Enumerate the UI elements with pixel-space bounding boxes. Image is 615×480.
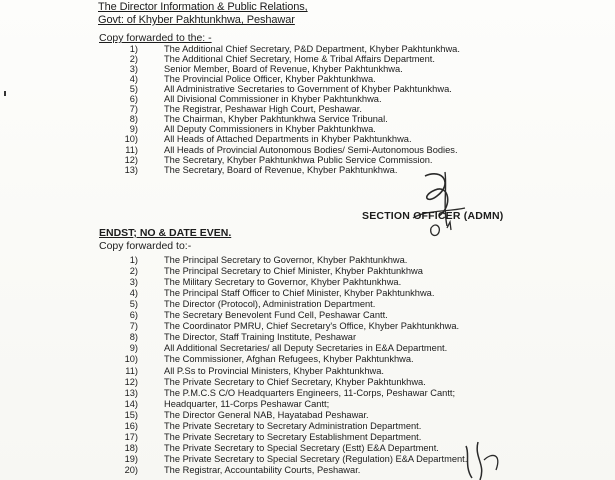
list-item-text: The Principal Secretary to Chief Minister, Khyber Pakhtunkhwa: [164, 266, 423, 277]
list-item-number: 5): [129, 299, 138, 310]
header-line-2: Govt: of Khyber Pakhtunkhwa, Peshawar: [98, 14, 295, 26]
list-item-text: The Registrar, Peshawar High Court, Peshawar.: [164, 104, 362, 115]
list-item-text: The Private Secretary to Special Secretary (Estt) E&A Department.: [164, 442, 439, 453]
list-item-text: The Commissioner, Afghan Refugees, Khyber Pakhtunkhwa.: [164, 354, 414, 365]
list-item-text: All Heads of Provincial Autonomous Bodies/ Semi-Autonomous Bodies.: [164, 144, 458, 155]
list-item-text: The Provincial Police Officer, Khyber Pakhtunkhwa.: [164, 74, 376, 85]
list-item-text: The Military Secretary to Governor, Khyber Pakhtunkhwa.: [164, 277, 402, 288]
list-item-number: 7): [129, 104, 138, 115]
list-item-text: The Registrar, Accountability Courts, Peshawar.: [164, 464, 361, 475]
list-item-number: 2): [129, 54, 138, 65]
margin-mark: [4, 91, 6, 96]
section1-heading: Copy forwarded to the: -: [99, 32, 212, 44]
endst-heading: ENDST; NO & DATE EVEN.: [99, 227, 232, 239]
list-item-number: 1): [129, 44, 138, 54]
list-item-number: 6): [129, 94, 138, 105]
list-item-number: 3): [129, 277, 138, 288]
list-item-text: The Additional Chief Secretary, Home & Tribal Affairs Department.: [164, 54, 435, 65]
signature-2: [450, 440, 520, 480]
list-item-number: 4): [129, 74, 138, 85]
list-item-text: All Administrative Secretaries to Government of Khyber Pakhtunkhwa.: [164, 84, 452, 95]
section-officer-designation: SECTION OFFICER (ADMN): [362, 210, 504, 222]
list-item-number: 11): [125, 144, 138, 155]
list-item-number: 11): [125, 365, 138, 376]
list-item-number: 8): [129, 332, 138, 343]
list-item-number: 8): [129, 114, 138, 125]
list-item-number: 6): [129, 310, 138, 321]
list-item-text: The Director General NAB, Hayatabad Peshawar.: [164, 409, 369, 420]
list-item-number: 2): [129, 266, 138, 277]
list-item-number: 17): [124, 431, 138, 442]
signature-1: [395, 166, 485, 246]
list-item-number: 7): [129, 321, 138, 332]
list-item-number: 13): [124, 387, 138, 398]
list-item-text: Headquarter, 11-Corps Peshawar Cantt;: [164, 398, 330, 409]
list-item-text: The Private Secretary to Secretary Administration Department.: [164, 420, 422, 431]
list-item-number: 3): [129, 64, 138, 75]
list-item-number: 19): [124, 453, 138, 464]
list-item-number: 15): [124, 409, 138, 420]
list-item-number: 10): [124, 134, 138, 145]
list-item-text: All Additional Secretaries/ all Deputy Secretaries in E&A Department.: [164, 343, 448, 354]
list-item-number: 9): [129, 124, 138, 135]
endst-subheading: Copy forwarded to:-: [99, 240, 192, 252]
list-item-text: The Principal Secretary to Governor, Khyber Pakhtunkhwa.: [164, 255, 408, 265]
list-item-number: 4): [129, 288, 138, 299]
list-item-text: The Coordinator PMRU, Chief Secretary's Office, Khyber Pakhtunkhwa.: [164, 321, 460, 332]
list-item-number: 14): [124, 398, 138, 409]
list-item-text: All P.Ss to Provincial Ministers, Khyber Pakhtunkhwa.: [164, 365, 384, 376]
list-item-text: All Heads of Attached Departments in Khyber Pakhtunkhwa.: [164, 134, 412, 145]
list-item-text: The Secretary Benevolent Fund Cell, Peshawar Cantt.: [164, 310, 388, 321]
list-item-text: All Divisional Commissioner in Khyber Pakhtunkhwa.: [164, 94, 382, 105]
list-item-text: The Director (Protocol), Administration Department.: [164, 299, 376, 310]
list-item-text: The Secretary, Khyber Pakhtunkhwa Public Service Commission.: [164, 154, 433, 165]
list-item-number: 13): [124, 164, 138, 175]
list-item-text: The Private Secretary to Chief Secretary, Khyber Pakhtunkhwa.: [164, 376, 426, 387]
list-item-number: 12): [124, 376, 138, 387]
list-item-number: 12): [124, 154, 138, 165]
list-item-text: The Private Secretary to Special Secretary (Regulation) E&A Department.: [164, 453, 468, 464]
list-item-text: Senior Member, Board of Revenue, Khyber Pakhtunkhwa.: [164, 64, 403, 75]
list-item-number: 5): [129, 84, 138, 95]
list-item-text: The Secretary, Board of Revenue, Khyber Pakhtunkhwa.: [164, 164, 398, 175]
list-item-text: The P.M.C.S C/O Headquarters Engineers, 11-Corps, Peshawar Cantt;: [164, 387, 456, 398]
list-item-text: The Chairman, Khyber Pakhtunkhwa Service Tribunal.: [164, 114, 388, 125]
list-item-number: 1): [129, 255, 138, 265]
list-item-text: The Principal Staff Officer to Chief Minister, Khyber Pakhtunkhwa.: [164, 288, 435, 299]
list-item-text: All Deputy Commissioners in Khyber Pakhtunkhwa.: [164, 124, 376, 135]
list-item-text: The Additional Chief Secretary, P&D Department, Khyber Pakhtunkhwa.: [164, 44, 460, 54]
list-item-number: 18): [124, 442, 138, 453]
list-item-number: 10): [124, 354, 138, 365]
list-item-number: 16): [124, 420, 138, 431]
list-item-text: The Director, Staff Training Institute, Peshawar: [164, 332, 357, 343]
list-item-number: 9): [129, 343, 138, 354]
header-line-1: The Director Information & Public Relations,: [98, 1, 308, 13]
list-item-number: 20): [124, 464, 138, 475]
list-item-text: The Private Secretary to Secretary Establishment Department.: [164, 431, 422, 442]
